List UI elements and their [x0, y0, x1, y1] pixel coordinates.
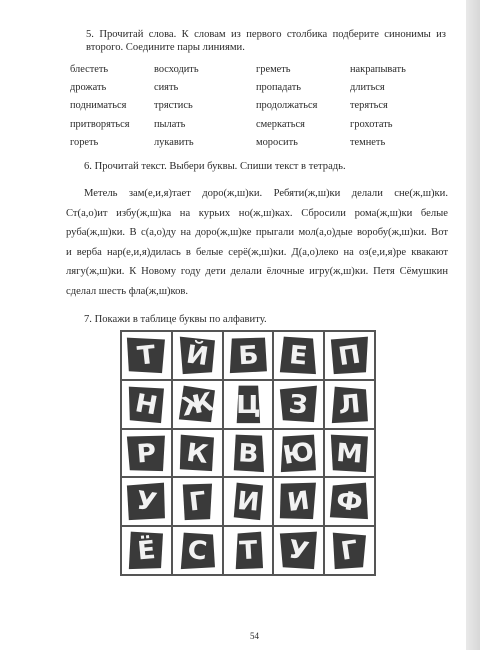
word-item: греметь [256, 64, 291, 75]
letter-glyph: У [286, 535, 312, 568]
letter-cell [273, 331, 324, 380]
letter-glyph: Т [238, 536, 258, 567]
task-5-instruction: 5. Прочитай слова. К словам из первого столбика подберите синонимы из второго. Соедините пары линиями. [86, 29, 446, 53]
letter-cell [172, 429, 223, 478]
word-item: гореть [70, 136, 99, 148]
letter-cell [324, 477, 375, 526]
letter-glyph: У [133, 486, 159, 519]
letter-glyph: Ё [136, 535, 157, 567]
letter-glyph: Г [187, 486, 208, 518]
word-item: грохотать [350, 118, 393, 130]
word-item: трястись [154, 100, 193, 112]
letter-cell [121, 331, 172, 380]
word-item: накрапывать [350, 64, 406, 75]
letter-glyph: Т [135, 340, 158, 372]
letter-cell [273, 380, 324, 429]
letter-cell [324, 380, 375, 429]
word-item: блестеть [70, 64, 109, 75]
word-item: подниматься [70, 100, 127, 112]
letter-cell [273, 526, 324, 575]
word-item: дрожать [70, 82, 107, 94]
letter-glyph: М [335, 438, 364, 470]
letter-glyph: Ж [178, 387, 217, 423]
letter-cell [121, 477, 172, 526]
word-row [70, 100, 450, 118]
letter-glyph: П [336, 339, 363, 372]
word-item: теряться [350, 100, 388, 112]
letter-glyph: Н [132, 388, 160, 422]
letter-cell [172, 331, 223, 380]
word-columns [70, 64, 450, 155]
letter-glyph: С [185, 535, 209, 567]
letter-glyph: Г [339, 535, 361, 567]
letter-cell [121, 526, 172, 575]
letter-glyph: Л [337, 389, 362, 421]
letter-glyph: Ц [235, 390, 261, 420]
page-edge-shadow [466, 0, 480, 650]
letter-glyph: Ю [281, 436, 317, 471]
word-item: притворяться [70, 118, 130, 130]
letter-cell [172, 477, 223, 526]
word-item: продолжаться [256, 100, 318, 112]
word-item: пылать [154, 118, 186, 130]
word-item: смеркаться [256, 118, 305, 130]
letter-glyph: З [287, 389, 310, 421]
letter-glyph: И [235, 486, 261, 518]
letter-cell [121, 429, 172, 478]
letter-glyph: Ф [334, 486, 365, 519]
text-line: и верба нар(е,и,я)дилась в белые серё(ж,ш)ки. Д(а,о)леко на оз(е,и,я)ре квакают [66, 246, 448, 258]
letter-glyph: К [184, 437, 210, 470]
letter-cell [172, 526, 223, 575]
text-line: руба(ж,ш)ки. В с(а,о)ду на доро(ж,ш)ке прыгали мол(а,о)дые воробу(ж,ш)ки. Вот [66, 227, 448, 239]
word-item: лукавить [154, 136, 194, 148]
letter-cell [172, 380, 223, 429]
text-line: сделал шесть фла(ж,ш)ков. [66, 285, 189, 297]
word-item: восходить [154, 64, 199, 75]
text-line: Метель зам(е,и,я)тает доро(ж,ш)ки. Ребяти(ж,ш)ки делали сне(ж,ш)ки. [84, 188, 448, 199]
task-6-instruction: 6. Прочитай текст. Выбери буквы. Спиши текст в тетрадь. [84, 161, 346, 172]
word-item: сиять [154, 82, 179, 94]
word-item: длиться [350, 82, 385, 94]
letter-cell [121, 380, 172, 429]
page-number: 54 [250, 631, 259, 641]
letter-glyph: Б [237, 340, 259, 372]
letter-cell [324, 331, 375, 380]
letter-cell [223, 477, 274, 526]
letter-cell [324, 429, 375, 478]
letter-glyph: Р [135, 438, 158, 469]
word-row [70, 137, 450, 155]
letter-cell [324, 526, 375, 575]
task-7-instruction: 7. Покажи в таблице буквы по алфавиту. [84, 314, 267, 325]
letter-glyph: Й [184, 339, 211, 372]
letter-cell [223, 429, 274, 478]
letter-cell [273, 429, 324, 478]
text-line: лягу(ж,ш)ки. К Новому году дети делали ёлочные игру(ж,ш)ки. Петя Сёмушкин [66, 266, 448, 278]
text-line: Ст(а,о)ит избу(ж,ш)ка на курьих но(ж,ш)ках. Сбросили рома(ж,ш)ки белые [66, 207, 448, 219]
letter-cell [223, 526, 274, 575]
word-item: моросить [256, 136, 298, 148]
letter-glyph: И [286, 486, 312, 519]
letter-cell [273, 477, 324, 526]
word-item: пропадать [256, 82, 302, 94]
word-row [70, 119, 450, 137]
letter-cell [223, 380, 274, 429]
word-row [70, 64, 450, 82]
dictation-text [66, 184, 448, 302]
letter-glyph: Е [288, 340, 310, 372]
word-item: темнеть [350, 136, 386, 148]
letter-glyph: В [237, 438, 259, 469]
letter-table [120, 330, 376, 576]
word-row [70, 82, 450, 100]
letter-cell [223, 331, 274, 380]
